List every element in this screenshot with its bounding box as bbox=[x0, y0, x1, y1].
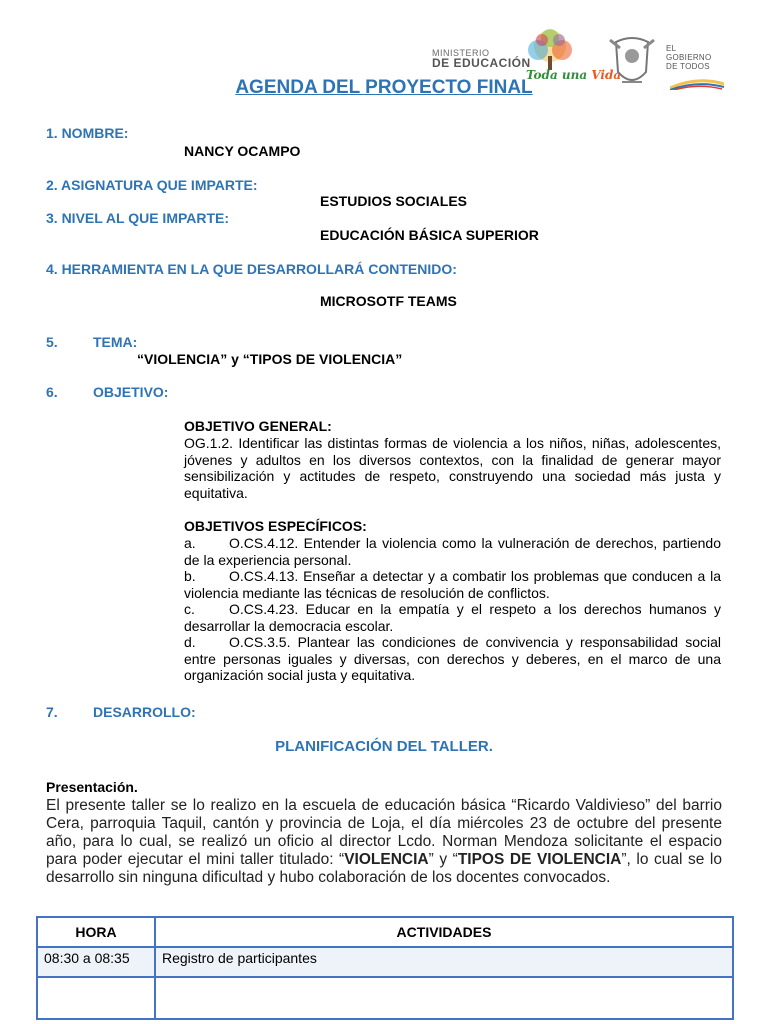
section-2-value: ESTUDIOS SOCIALES bbox=[320, 193, 468, 209]
section-3-value: EDUCACIÓN BÁSICA SUPERIOR bbox=[320, 227, 539, 243]
schedule-table bbox=[36, 916, 734, 1020]
vida-text: Vida bbox=[591, 68, 622, 82]
section-7-number: 7. bbox=[46, 704, 58, 720]
list-item bbox=[184, 568, 721, 601]
presentacion-text-mid: ” y “ bbox=[428, 851, 458, 868]
page-title: AGENDA DEL PROYECTO FINAL bbox=[235, 77, 533, 98]
gobierno-line3: DE TODOS bbox=[666, 62, 710, 71]
section-5-value: “VIOLENCIA” y “TIPOS DE VIOLENCIA” bbox=[137, 351, 403, 367]
column-header-actividades: ACTIVIDADES bbox=[155, 917, 733, 947]
section-6-label: OBJETIVO: bbox=[93, 384, 169, 400]
table-row-empty bbox=[37, 977, 733, 1019]
gobierno-line1: EL bbox=[666, 44, 677, 53]
objetivo-general-text: OG.1.2. Identificar las distintas formas de violencia a los niños, niñas, adolescentes, jóvenes y adultos en los diversos contextos, con la finalidad de generar mayor sensibilización y actitudes de respeto, construyendo una sociedad más justa y equitativa. bbox=[184, 435, 721, 501]
cell-hora-empty bbox=[37, 977, 155, 1019]
list-item bbox=[184, 535, 721, 568]
section-1-label: 1. NOMBRE: bbox=[46, 125, 129, 141]
gobierno-line2: GOBIERNO bbox=[666, 53, 712, 62]
list-item-letter: a. bbox=[184, 535, 196, 551]
section-4-label: 4. HERRAMIENTA EN LA QUE DESARROLLARÁ CONTENIDO: bbox=[46, 261, 457, 277]
list-item-text: O.CS.4.12. Entender la violencia como la vulneración de derechos, partiendo de la experiencia personal. bbox=[184, 535, 721, 568]
objetivos-especificos-heading: OBJETIVOS ESPECÍFICOS: bbox=[184, 518, 367, 534]
section-6-number: 6. bbox=[46, 384, 58, 400]
section-5-label: TEMA: bbox=[93, 334, 138, 350]
list-item-letter: d. bbox=[184, 634, 196, 650]
section-4-value: MICROSOTF TEAMS bbox=[320, 293, 457, 309]
presentacion-text-after: ”, lo cual se lo desarrollo sin ninguna dificultad y hubo colaboración de los docentes convocados. bbox=[46, 851, 722, 886]
ministerio-line1: MINISTERIO bbox=[432, 48, 490, 58]
section-2-label: 2. ASIGNATURA QUE IMPARTE: bbox=[46, 177, 258, 193]
list-item-text: O.CS.4.23. Educar en la empatía y el respeto a los derechos humanos y desarrollar la democracia escolar. bbox=[184, 601, 721, 634]
presentacion-text-before: El presente taller se lo realizo en la escuela de educación básica “Ricardo Valdivieso” del barrio Cera, parroquia Taquil, cantón y provincia de Loja, el día miércoles 23 de octubre del presente año, para lo cual, se realizó un oficio al director Lcdo. Norman Mendoza solicitante el espacio para poder ejecutar el mini taller titulado: “ bbox=[46, 797, 722, 868]
list-item-letter: b. bbox=[184, 568, 196, 584]
table-header-row bbox=[37, 917, 733, 947]
list-item bbox=[184, 601, 721, 634]
ministerio-line2: DE EDUCACIÓN bbox=[432, 56, 531, 70]
presentacion-heading: Presentación. bbox=[46, 779, 138, 795]
table-row bbox=[37, 947, 733, 977]
objetivo-general bbox=[184, 418, 721, 501]
cell-hora: 08:30 a 08:35 bbox=[37, 947, 155, 977]
list-item-text: O.CS.4.13. Enseñar a detectar y a combatir los problemas que conducen a la violencia mediante las técnicas de resolución de conflictos. bbox=[184, 568, 721, 601]
gobierno-logo bbox=[666, 44, 712, 71]
objetivos-especificos bbox=[184, 518, 721, 684]
list-item-text: O.CS.3.5. Plantear las condiciones de convivencia y responsabilidad social entre personas iguales y diversas, con derechos y deberes, en el marco de una organización social justa y equitativa. bbox=[184, 634, 721, 683]
presentacion-bold-2: TIPOS DE VIOLENCIA bbox=[457, 851, 622, 868]
list-item bbox=[184, 634, 721, 684]
column-header-hora: HORA bbox=[37, 917, 155, 947]
presentacion-bold-1: VIOLENCIA bbox=[344, 851, 429, 868]
toda-una-text: Toda una bbox=[526, 68, 588, 82]
cell-actividad: Registro de participantes bbox=[155, 947, 733, 977]
presentacion-paragraph bbox=[46, 797, 722, 887]
section-3-label: 3. NIVEL AL QUE IMPARTE: bbox=[46, 210, 230, 226]
list-item-letter: c. bbox=[184, 601, 195, 617]
section-1-value: NANCY OCAMPO bbox=[184, 143, 301, 159]
planificacion-title: PLANIFICACIÓN DEL TALLER. bbox=[275, 738, 493, 755]
section-7-label: DESARROLLO: bbox=[93, 704, 196, 720]
section-5-number: 5. bbox=[46, 334, 58, 350]
objetivo-general-heading: OBJETIVO GENERAL: bbox=[184, 418, 332, 434]
cell-actividad-empty bbox=[155, 977, 733, 1019]
